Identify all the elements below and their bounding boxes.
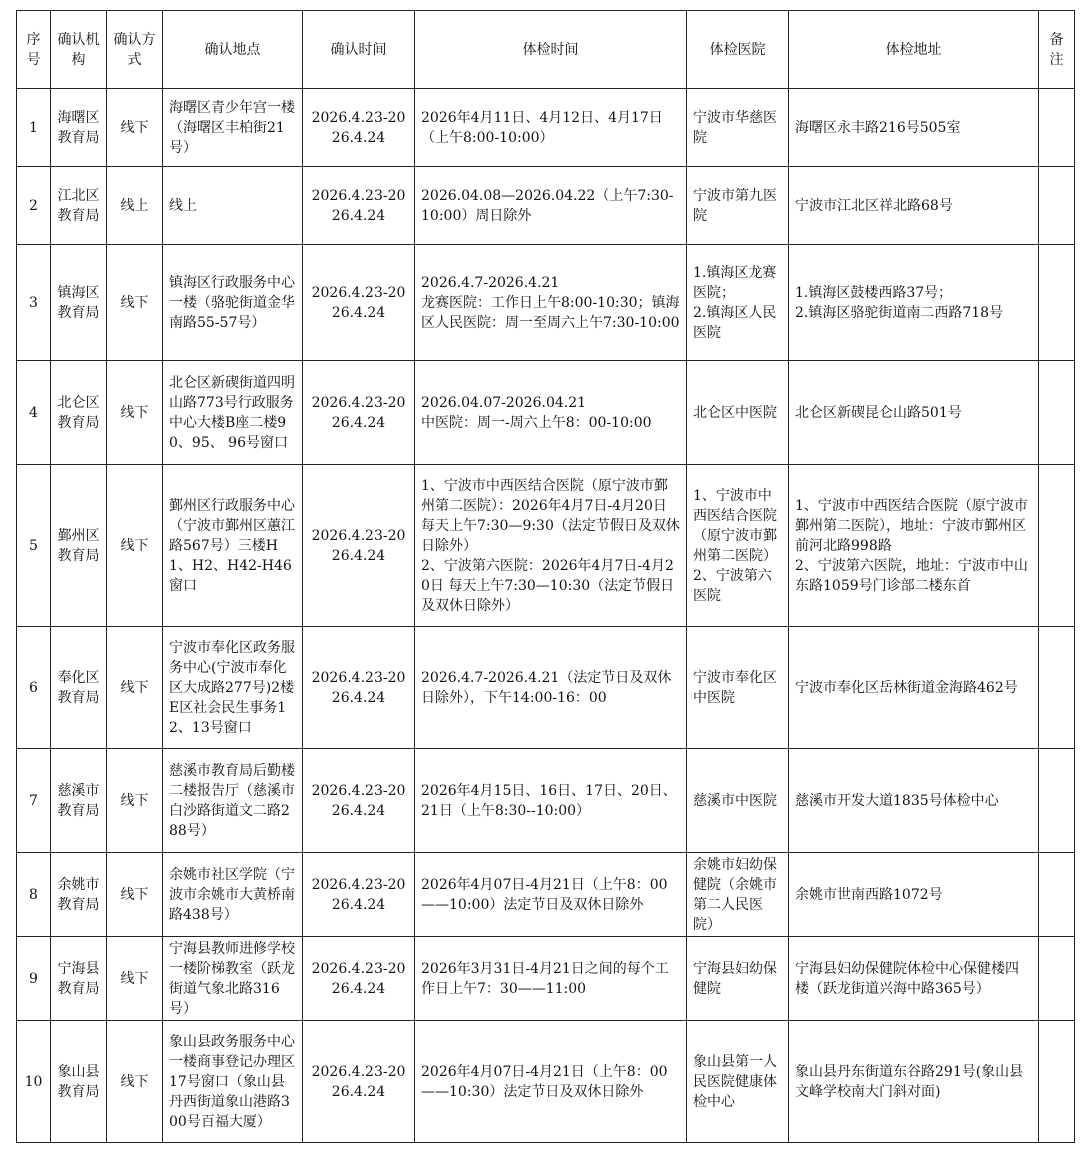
cell-hospital: 1.镇海区龙赛医院； 2.镇海区人民医院 <box>687 245 789 361</box>
cell-org: 宁海县教育局 <box>51 937 107 1021</box>
cell-method: 线下 <box>107 937 163 1021</box>
cell-address: 北仑区新碶昆仑山路501号 <box>789 361 1039 465</box>
table-row <box>17 937 1075 1021</box>
cell-no: 6 <box>17 627 51 749</box>
cell-exam-time: 2026年3月31日-4月21日之间的每个工作日上午7：30——11:00 <box>415 937 687 1021</box>
cell-method: 线下 <box>107 361 163 465</box>
col-header-org: 确认机构 <box>51 11 107 89</box>
cell-exam-time: 2026.4.7-2026.4.21（法定节日及双休日除外），下午14:00-16：00 <box>415 627 687 749</box>
cell-address: 慈溪市开发大道1835号体检中心 <box>789 749 1039 853</box>
cell-address: 宁海县妇幼保健院体检中心保健楼四楼（跃龙街道兴海中路365号） <box>789 937 1039 1021</box>
cell-org: 象山县教育局 <box>51 1021 107 1143</box>
cell-hospital: 宁海县妇幼保健院 <box>687 937 789 1021</box>
header-row <box>17 11 1075 89</box>
cell-address: 1、宁波市中西医结合医院（原宁波市鄞州第二医院），地址：宁波市鄞州区前河北路998路 2、宁波第六医院，地址：宁波市中山东路1059号门诊部二楼东首 <box>789 465 1039 627</box>
cell-no: 8 <box>17 853 51 937</box>
cell-note <box>1039 1021 1075 1143</box>
col-header-exam-time: 体检时间 <box>415 11 687 89</box>
cell-confirm-time: 2026.4.23-2026.4.24 <box>303 167 415 245</box>
cell-place: 北仑区新碶街道四明山路773号行政服务中心大楼B座二楼90、95、 96号窗口 <box>163 361 303 465</box>
cell-exam-time: 2026.4.7-2026.4.21 龙赛医院：工作日上午8:00-10:30；镇海区人民医院：周一至周六上午7:30-10:00 <box>415 245 687 361</box>
table-row <box>17 245 1075 361</box>
cell-no: 9 <box>17 937 51 1021</box>
cell-org: 镇海区教育局 <box>51 245 107 361</box>
col-header-method: 确认方式 <box>107 11 163 89</box>
cell-org: 海曙区教育局 <box>51 89 107 167</box>
cell-hospital: 1、宁波市中西医结合医院（原宁波市鄞州第二医院） 2、宁波第六医院 <box>687 465 789 627</box>
cell-address: 海曙区永丰路216号505室 <box>789 89 1039 167</box>
exam-schedule-table <box>16 10 1075 1143</box>
cell-address: 1.镇海区鼓楼西路37号； 2.镇海区骆驼街道南二西路718号 <box>789 245 1039 361</box>
cell-exam-time: 2026.04.07-2026.04.21 中医院：周一-周六上午8：00-10:00 <box>415 361 687 465</box>
cell-confirm-time: 2026.4.23-2026.4.24 <box>303 937 415 1021</box>
cell-place: 宁海县教师进修学校一楼阶梯教室（跃龙街道气象北路316号） <box>163 937 303 1021</box>
cell-org: 慈溪市教育局 <box>51 749 107 853</box>
cell-confirm-time: 2026.4.23-2026.4.24 <box>303 465 415 627</box>
cell-method: 线下 <box>107 89 163 167</box>
cell-method: 线下 <box>107 1021 163 1143</box>
cell-hospital: 宁波市奉化区中医院 <box>687 627 789 749</box>
cell-no: 4 <box>17 361 51 465</box>
cell-place: 线上 <box>163 167 303 245</box>
cell-confirm-time: 2026.4.23-2026.4.24 <box>303 627 415 749</box>
cell-method: 线下 <box>107 627 163 749</box>
cell-exam-time: 2026.04.08—2026.04.22（上午7:30-10:00）周日除外 <box>415 167 687 245</box>
cell-org: 奉化区教育局 <box>51 627 107 749</box>
cell-method: 线上 <box>107 167 163 245</box>
cell-exam-time: 1、宁波市中西医结合医院（原宁波市鄞州第二医院）：2026年4月7日-4月20日 每天上午7:30—9:30（法定节假日及双休日除外） 2、宁波第六医院：2026年4月7日-4月20日 每天上午7:30—10:30（法定节假日及双休日除外） <box>415 465 687 627</box>
cell-note <box>1039 853 1075 937</box>
cell-no: 1 <box>17 89 51 167</box>
cell-method: 线下 <box>107 853 163 937</box>
cell-method: 线下 <box>107 465 163 627</box>
cell-place: 镇海区行政服务中心一楼（骆驼街道金华南路55-57号） <box>163 245 303 361</box>
cell-place: 海曙区青少年宫一楼（海曙区丰柏街21号） <box>163 89 303 167</box>
cell-confirm-time: 2026.4.23-2026.4.24 <box>303 89 415 167</box>
table-row <box>17 1021 1075 1143</box>
cell-method: 线下 <box>107 749 163 853</box>
cell-org: 鄞州区教育局 <box>51 465 107 627</box>
page <box>16 10 1074 1143</box>
cell-confirm-time: 2026.4.23-2026.4.24 <box>303 749 415 853</box>
cell-org: 余姚市教育局 <box>51 853 107 937</box>
table-row <box>17 749 1075 853</box>
cell-address: 象山县丹东街道东谷路291号(象山县文峰学校南大门斜对面) <box>789 1021 1039 1143</box>
cell-place: 余姚市社区学院（宁波市余姚市大黄桥南路438号） <box>163 853 303 937</box>
cell-no: 7 <box>17 749 51 853</box>
col-header-confirm-time: 确认时间 <box>303 11 415 89</box>
cell-place: 象山县政务服务中心一楼商事登记办理区17号窗口（象山县丹西街道象山港路300号百福大厦） <box>163 1021 303 1143</box>
cell-address: 余姚市世南西路1072号 <box>789 853 1039 937</box>
cell-no: 2 <box>17 167 51 245</box>
cell-exam-time: 2026年4月07日-4月21日（上午8：00——10:30）法定节日及双休日除外 <box>415 1021 687 1143</box>
cell-method: 线下 <box>107 245 163 361</box>
table-row <box>17 465 1075 627</box>
col-header-place: 确认地点 <box>163 11 303 89</box>
cell-note <box>1039 465 1075 627</box>
cell-no: 5 <box>17 465 51 627</box>
cell-note <box>1039 89 1075 167</box>
cell-note <box>1039 749 1075 853</box>
cell-note <box>1039 627 1075 749</box>
cell-hospital: 宁波市第九医院 <box>687 167 789 245</box>
table-row <box>17 167 1075 245</box>
cell-note <box>1039 361 1075 465</box>
cell-exam-time: 2026年4月11日、4月12日、4月17日 （上午8:00-10:00） <box>415 89 687 167</box>
col-header-hospital: 体检医院 <box>687 11 789 89</box>
cell-exam-time: 2026年4月15日、16日、17日、20日、21日（上午8:30--10:00） <box>415 749 687 853</box>
col-header-note: 备注 <box>1039 11 1075 89</box>
table-row <box>17 853 1075 937</box>
cell-place: 鄞州区行政服务中心（宁波市鄞州区蕙江路567号）三楼H1、H2、H42-H46窗口 <box>163 465 303 627</box>
cell-hospital: 余姚市妇幼保健院（余姚市第二人民医院） <box>687 853 789 937</box>
cell-hospital: 象山县第一人民医院健康体检中心 <box>687 1021 789 1143</box>
cell-no: 3 <box>17 245 51 361</box>
cell-note <box>1039 245 1075 361</box>
col-header-no: 序号 <box>17 11 51 89</box>
cell-address: 宁波市奉化区岳林街道金海路462号 <box>789 627 1039 749</box>
cell-hospital: 北仑区中医院 <box>687 361 789 465</box>
cell-confirm-time: 2026.4.23-2026.4.24 <box>303 1021 415 1143</box>
cell-org: 北仑区教育局 <box>51 361 107 465</box>
table-row <box>17 361 1075 465</box>
cell-org: 江北区教育局 <box>51 167 107 245</box>
cell-place: 慈溪市教育局后勤楼二楼报告厅（慈溪市白沙路街道文二路288号） <box>163 749 303 853</box>
cell-note <box>1039 167 1075 245</box>
cell-place: 宁波市奉化区政务服务中心(宁波市奉化区大成路277号)2楼E区社会民生事务12、13号窗口 <box>163 627 303 749</box>
col-header-address: 体检地址 <box>789 11 1039 89</box>
cell-hospital: 宁波市华慈医院 <box>687 89 789 167</box>
cell-confirm-time: 2026.4.23-2026.4.24 <box>303 361 415 465</box>
cell-no: 10 <box>17 1021 51 1143</box>
cell-address: 宁波市江北区祥北路68号 <box>789 167 1039 245</box>
cell-confirm-time: 2026.4.23-2026.4.24 <box>303 853 415 937</box>
cell-exam-time: 2026年4月07日-4月21日（上午8：00——10:00）法定节日及双休日除外 <box>415 853 687 937</box>
cell-hospital: 慈溪市中医院 <box>687 749 789 853</box>
cell-note <box>1039 937 1075 1021</box>
cell-confirm-time: 2026.4.23-2026.4.24 <box>303 245 415 361</box>
table-row <box>17 627 1075 749</box>
table-row <box>17 89 1075 167</box>
